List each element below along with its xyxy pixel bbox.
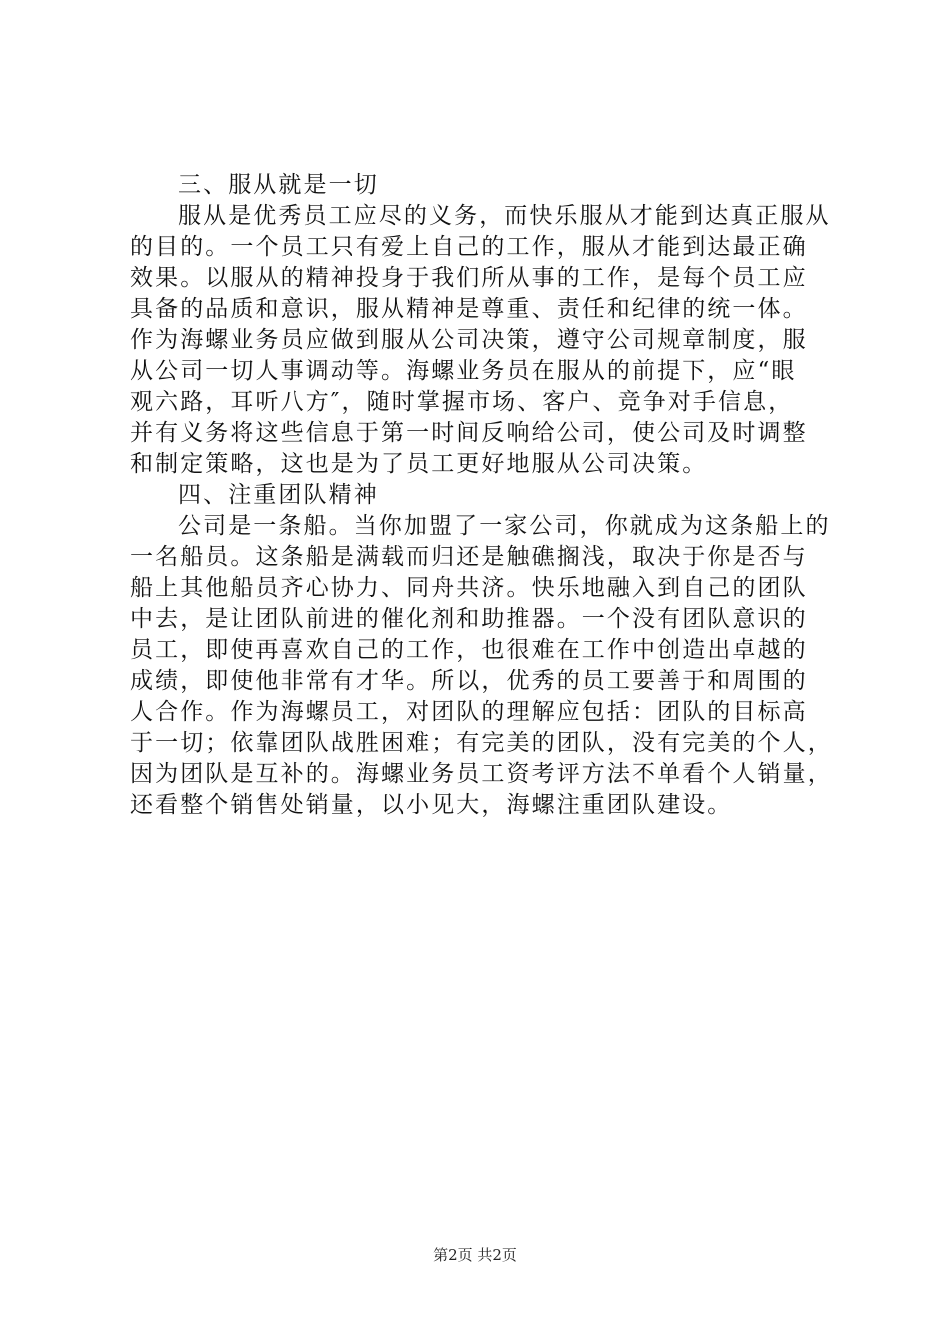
section-3-line: 服从是优秀员工应尽的义务，而快乐服从才能到达真正服从 [178,203,831,229]
section-4-line: 中去，是让团队前进的催化剂和助推器。一个没有团队意识的 [130,606,808,632]
section-3-line: 效果。以服从的精神投身于我们所从事的工作，是每个员工应 [130,265,808,291]
section-3-line: 从公司一切人事调动等。海螺业务员在服从的前提下，应“眼 [130,358,797,384]
section-3-line: 观六路，耳听八方″，随时掌握市场、客户、竞争对手信息， [130,389,794,415]
section-3-line: 具备的品质和意识，服从精神是尊重、责任和纪律的统一体。 [130,296,808,322]
section-4-line: 于一切；依靠团队战胜困难；有完美的团队，没有完美的个人， [130,730,833,756]
page-number-footer: 第2页 共2页 [433,1246,517,1264]
section-3-line: 并有义务将这些信息于第一时间反响给公司，使公司及时调整 [130,420,808,446]
section-4-line: 还看整个销售处销量，以小见大，海螺注重团队建设。 [130,792,733,818]
section-4-line: 因为团队是互补的。海螺业务员工资考评方法不单看个人销量， [130,761,833,787]
section-4-line: 员工，即使再喜欢自己的工作，也很难在工作中创造出卓越的 [130,637,808,663]
section-4-line: 船上其他船员齐心协力、同舟共济。快乐地融入到自己的团队 [130,575,808,601]
section-4-line: 公司是一条船。当你加盟了一家公司，你就成为这条船上的 [178,513,831,539]
section-3-heading: 三、服从就是一切 [178,172,379,198]
section-3-line: 作为海螺业务员应做到服从公司决策，遵守公司规章制度，服 [130,327,808,353]
section-4-line: 成绩，即使他非常有才华。所以，优秀的员工要善于和周围的 [130,668,808,694]
document-body [130,170,833,821]
section-3-line: 和制定策略，这也是为了员工更好地服从公司决策。 [130,451,708,477]
section-4-line: 人合作。作为海螺员工，对团队的理解应包括：团队的目标高 [130,699,808,725]
section-4-heading: 四、注重团队精神 [178,482,379,508]
section-4-line: 一名船员。这条船是满载而归还是触礁搁浅，取决于你是否与 [130,544,808,570]
section-3-line: 的目的。一个员工只有爱上自己的工作，服从才能到达最正确 [130,234,808,260]
